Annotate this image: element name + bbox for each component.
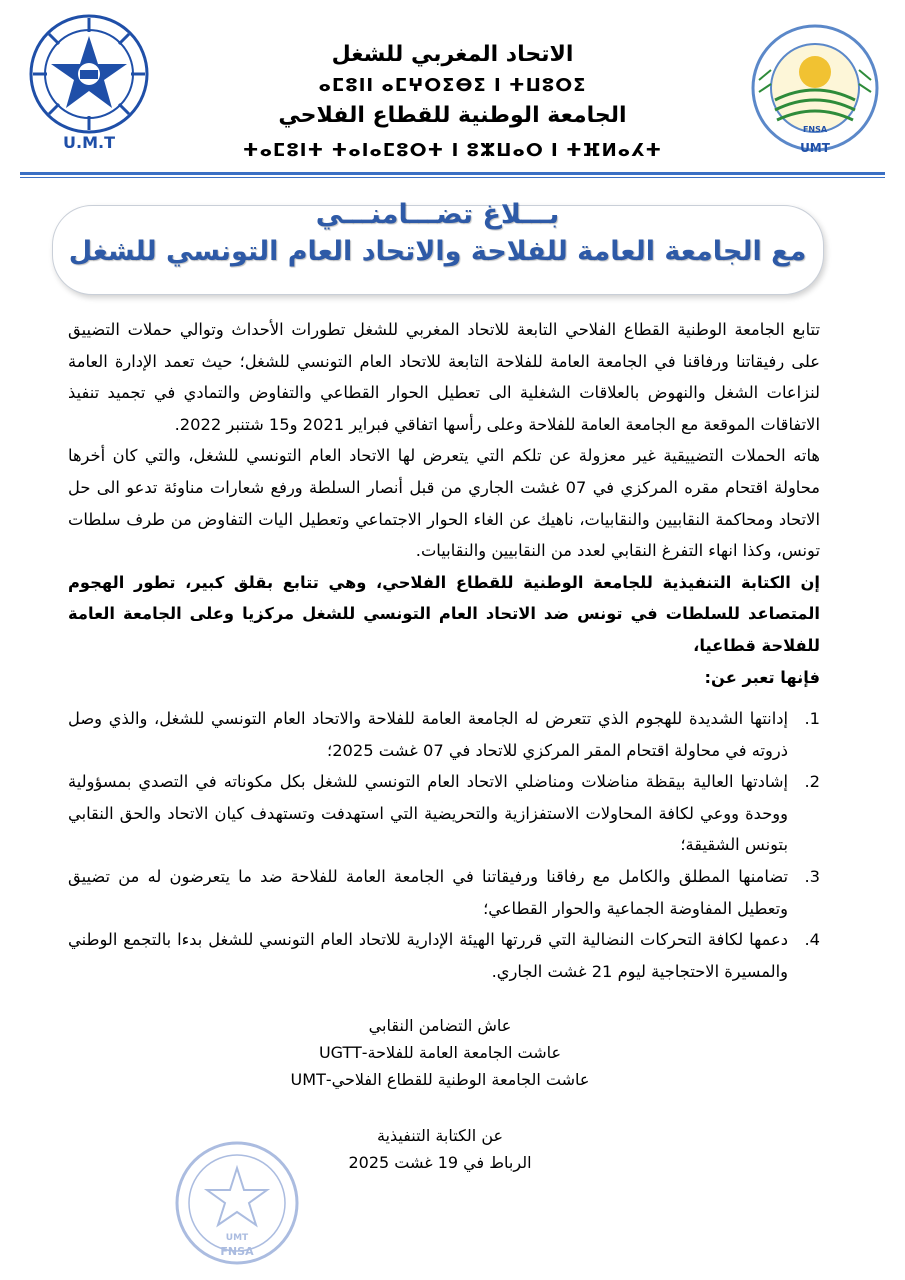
- list-item: [68, 766, 820, 861]
- header-union-name-tifinagh: ⴰⵎⵓⵏⵏ ⴰⵎⵖⵔⵉⴱⵉ ⵏ ⵜⵡⵓⵔⵉ: [318, 75, 587, 96]
- signature-block: [310, 1122, 570, 1176]
- paragraph-4: فإنها تعبر عن:: [704, 667, 820, 687]
- signature-place-date: الرباط في 19 غشت 2025: [348, 1153, 532, 1172]
- list-item-number: 2.: [804, 772, 820, 792]
- list-item-number: 4.: [804, 930, 820, 950]
- umt-logo: [14, 12, 164, 152]
- demands-list: [68, 703, 820, 987]
- fnsa-logo: [745, 20, 885, 160]
- paragraph-3: إن الكتابة التنفيذية للجامعة الوطنية للقطاع الفلاحي، وهي تتابع بقلق كبير، تطور الهجوم المتصاعد للسلطات في تونس ضد الاتحاد العام التونسي للشغل مركزيا وعلى الجامعة العامة للفلاحة قطاعيا،: [68, 572, 820, 655]
- official-stamp: [172, 1138, 302, 1268]
- list-item-text: إدانتها الشديدة للهجوم الذي تتعرض له الجامعة العامة للفلاحة والاتحاد العام التونسي للشغل، والذي وصل ذروته في محاولة اقتحام المقر المركزي للاتحاد في 07 غشت 2025؛: [68, 709, 788, 760]
- list-item-number: 1.: [804, 709, 820, 728]
- header-federation-name: الجامعة الوطنية للقطاع الفلاحي: [278, 103, 627, 128]
- list-item: [68, 861, 820, 924]
- header-rule-top: [20, 172, 885, 175]
- list-item-text: دعمها لكافة التحركات النضالية التي قررتها الهيئة الإدارية للاتحاد العام التونسي للشغل بدءا بالتجمع الوطني والمسيرة الاحتجاجية ليوم 21 غشت الجاري.: [68, 930, 788, 981]
- list-item-text: تضامنها المطلق والكامل مع رفاقنا ورفيقاتنا في الجامعة العامة للفلاحة ضد ما يتعرضون له من تضييق وتعطيل المفاوضة الجماعية والحوار القطاعي؛: [68, 866, 788, 918]
- paragraph-2: هاته الحملات التضييقية غير معزولة عن تلكم التي يتعرض لها الاتحاد العام التونسي للشغل، والتي كان أخرها محاولة اقتحام مقره المركزي في 07 غشت الجاري من قبل أنصار السلطة ورفع شعارات مناوئة تدعو الى حل الاتحاد ومحاكمة النقابيين والنقابيات، ناهيك عن الغاء الحوار الاجتماعي وتعطيل اليات التفاوض من طرف سلطات تونس، وكذا انهاء التفرغ النقابي لعدد من النقابيين والنقابيات.: [68, 446, 820, 561]
- header-federation-name-tifinagh: ⵜⴰⵎⵓⵏⵜ ⵜⴰⵏⴰⵎⵓⵔⵜ ⵏ ⵓⵣⵡⴰⵔ ⵏ ⵜⴼⵍⴰⵃⵜ: [242, 140, 663, 161]
- closing-line-1: عاش التضامن النقابي: [368, 1016, 512, 1035]
- closing-line-2: عاشت الجامعة العامة للفلاحة-UGTT: [318, 1043, 562, 1062]
- stamp-text-1: UMT: [225, 1233, 249, 1243]
- list-item: [68, 703, 820, 766]
- stamp-text-2: FNSA: [220, 1245, 254, 1258]
- fnsa-logo-sub: FNSA: [802, 125, 828, 134]
- closing-block: [240, 1012, 640, 1093]
- document-title: بـــلاغ تضـــامنـــي: [315, 199, 560, 230]
- signature-from: عن الكتابة التنفيذية: [376, 1126, 504, 1145]
- list-item-text: إشادتها العالية بيقظة مناضلات ومناضلي الاتحاد العام التونسي للشغل بكل مكوناته في التصدي بمسؤولية ووحدة ووعي لكافة المحاولات الاستفزازية والتحريضية التي استهدفت وتستهدف كيان الاتحاد والحق النقابي بتونس الشقيقة؛: [68, 772, 788, 855]
- document-subtitle: مع الجامعة العامة للفلاحة والاتحاد العام التونسي للشغل: [68, 236, 807, 267]
- fnsa-logo-text: UMT: [800, 141, 830, 155]
- body-text: [68, 314, 820, 693]
- header-union-name: الاتحاد المغربي للشغل: [331, 42, 574, 67]
- list-item: [68, 924, 820, 987]
- list-item-number: 3.: [804, 866, 820, 886]
- header-rule-bottom: [20, 177, 885, 178]
- umt-logo-text: U.M.T: [63, 133, 115, 152]
- paragraph-1: تتابع الجامعة الوطنية القطاع الفلاحي التابعة للاتحاد المغربي للشغل تطورات الأحداث وتوالي حملات التضييق على رفيقاتنا ورفاقنا في الجامعة العامة للفلاحة التابعة للاتحاد العام التونسي للشغل؛ حيث تعمد الإدارة العامة لنزاعات الشغل والنهوض بالعلاقات الشغلية الى تعطيل الحوار القطاعي والتفاوض والتمادي في تجميد تنفيذ الاتفاقات الموقعة مع الجامعة العامة للفلاحة وعلى رأسها اتفاقي فبراير 2021 و15 شتنبر 2022.: [68, 320, 820, 434]
- closing-line-3: عاشت الجامعة الوطنية للقطاع الفلاحي-UMT: [290, 1070, 590, 1089]
